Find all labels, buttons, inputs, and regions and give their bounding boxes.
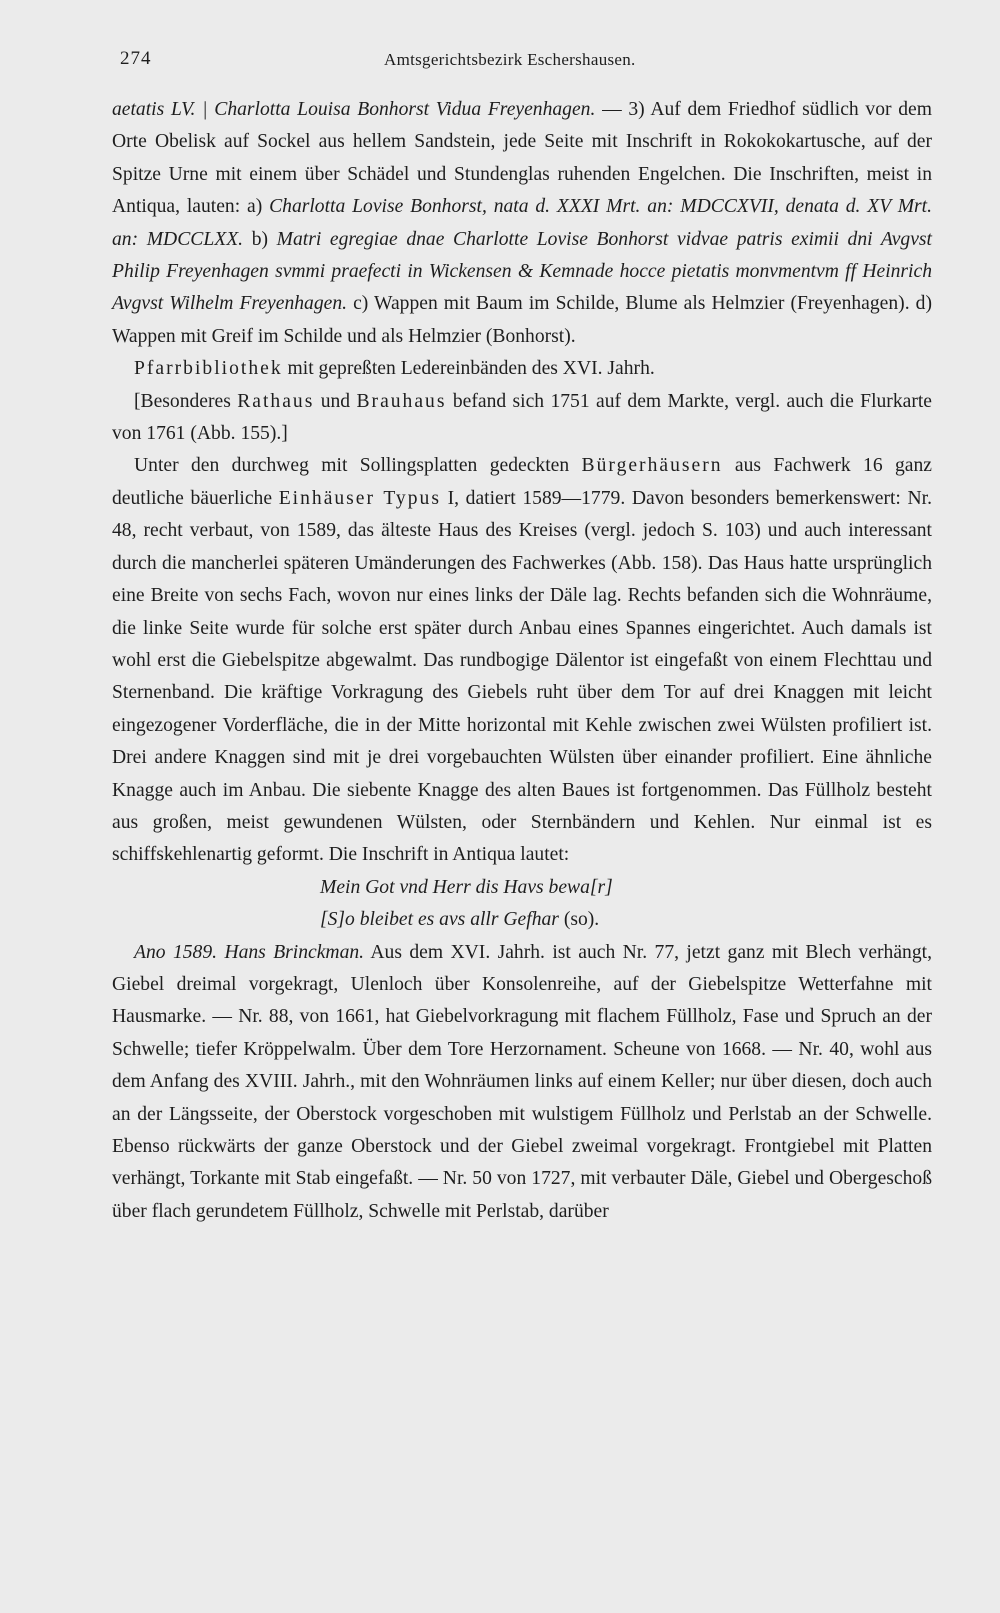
body-text [112, 94, 932, 1228]
houses-text-1: Unter den durchweg mit Sollingsplatten gedeckten [134, 455, 582, 477]
library-text: mit gepreßten Ledereinbänden des XVI. Jahrh. [282, 358, 655, 380]
page-header [112, 48, 932, 88]
coat-of-arms-text: c) Wappen mit Baum im Schilde, Blume als Helmzier (Freyenhagen). d) Wappen mit Greif im Schilde und als Helmzier (Bonhorst). [112, 293, 932, 347]
houses-text-2: aus Fachwerk 16 ganz deutliche bäuerliche [112, 455, 932, 509]
einhaus-type-heading: Einhäuser Typus [278, 487, 441, 509]
inscription-date-signature: Ano 1589. Hans Brinckman. [134, 941, 365, 963]
library-heading: Pfarrbibliothek [134, 358, 283, 380]
inscription-line-2 [320, 904, 932, 936]
inscription-line-1: Mein Got vnd Herr dis Havs bewa[r] [320, 876, 613, 898]
other-houses-text: Aus dem XVI. Jahrh. ist auch Nr. 77, jetzt ganz mit Blech verhängt, Giebel dreimal vorgekragt, Ulenloch über Konsolenreihe, auf der Giebelspitze Wetterfahne mit Hausmarke. — Nr. 88, von 1661, hat Giebelvorkragung mit flachem Füllholz, Fase und Spruch an der Schwelle; tiefer Kröppelwalm. Über dem Tore Herzornament. Scheune von 1668. — Nr. 40, wohl aus dem Anfang des XVIII. Jahrh., mit den Wohnräumen links auf einem Keller; nur über diesen, doch auch an der Längsseite, der Oberstock vorgeschoben mit wulstigem Füllholz und Perlstab an der Schwelle. Ebenso rückwärts der ganze Oberstock und der Giebel zweimal vorgekragt. Frontgiebel mit Platten verhängt, Torkante mit Stab eingefaßt. — Nr. 50 von 1727, mit verbauter Däle, Giebel und Obergeschoß über flach gerundetem Füllholz, Schwelle mit Perlstab, darüber [112, 941, 932, 1222]
paragraph-town-hall [112, 386, 932, 451]
inscription-end-text: aetatis LV. | Charlotta Louisa Bonhorst Vidua Freyenhagen. [112, 99, 596, 120]
paragraph-other-houses [112, 937, 932, 1229]
town-hall-text-1: [Besonderes [134, 390, 238, 412]
running-head: Amtsgerichtsbezirk Eschershausen. [384, 50, 636, 69]
town-hall-text-2: und [314, 390, 357, 412]
paragraph-obelisk [112, 94, 932, 353]
inscription-line-2-text: [S]o bleibet es avs allr Gefhar [320, 909, 559, 931]
house-inscription [112, 872, 932, 937]
burgher-houses-heading: Bürgerhäusern [581, 455, 723, 477]
label-b: b) [243, 228, 277, 250]
town-hall-heading: Rathaus [237, 390, 315, 412]
page-number: 274 [120, 48, 152, 69]
brewhouse-heading: Brauhaus [356, 390, 447, 412]
inscription-note: (so). [558, 909, 600, 931]
paragraph-library [112, 353, 932, 385]
inscription-b-text: Matri egregiae dnae Charlotte Lovise Bonhorst vidvae patris eximii dni Avgvst Philip Freyenhagen svmmi praefecti in Wickensen & Kemnade hocce pietatis monvmentvm ff Heinrich Avgvst Wilhelm Freyenhagen. [112, 228, 932, 315]
houses-text-3: I, datiert 1589—1779. Davon besonders bemerkenswert: Nr. 48, recht verbaut, von 1589, das älteste Haus des Kreises (vergl. jedoch S. 103) und auch interessant durch die mancherlei späteren Umänderungen des Fachwerkes (Abb. 158). Das Haus hatte ursprünglich eine Breite von sechs Fach, wovon nur eines links der Däle lag. Rechts befanden sich die Wohnräume, die linke Seite wurde für solche erst später durch Anbau eines Spannes eingerichtet. Auch damals ist wohl erst die Giebelspitze abgewalmt. Das rundbogige Dälentor ist eingefaßt von einem Flechttau und Sternenband. Die kräftige Vorkragung des Giebels ruht über dem Tor auf drei Knaggen mit leicht eingezogener Vorderfläche, die in der Mitte horizontal mit Kehle zwischen zwei Wülsten profiliert ist. Drei andere Knaggen sind mit je drei vorgebauchten Wülsten über einander profiliert. Eine ähnliche Knagge auch im Anbau. Die siebente Knagge des alten Baues ist fortgenommen. Das Füllholz besteht aus großen, meist gewundenen Wülsten, oder Sternbändern und Kehlen. Nur einmal ist es schiffskehlenartig geformt. Die Inschrift in Antiqua lautet: [112, 487, 933, 866]
inscription-a-text: Charlotta Lovise Bonhorst, nata d. XXXI Mrt. an: MDCCXVII, denata d. XV Mrt. an: MDCCLXX. [112, 196, 932, 250]
town-hall-text-3: befand sich 1751 auf dem Markte, vergl. auch die Flurkarte von 1761 (Abb. 155).] [112, 390, 932, 445]
obelisk-description: — 3) Auf dem Friedhof südlich vor dem Orte Obelisk auf Sockel aus hellem Sandstein, jede Seite mit Inschrift in Rokokokartusche, auf der Spitze Urne mit einem über Schädel und Stundenglas ruhenden Engelchen. Die Inschriften, meist in Antiqua, lauten: a) [112, 99, 932, 218]
paragraph-burgher-houses [112, 450, 932, 871]
